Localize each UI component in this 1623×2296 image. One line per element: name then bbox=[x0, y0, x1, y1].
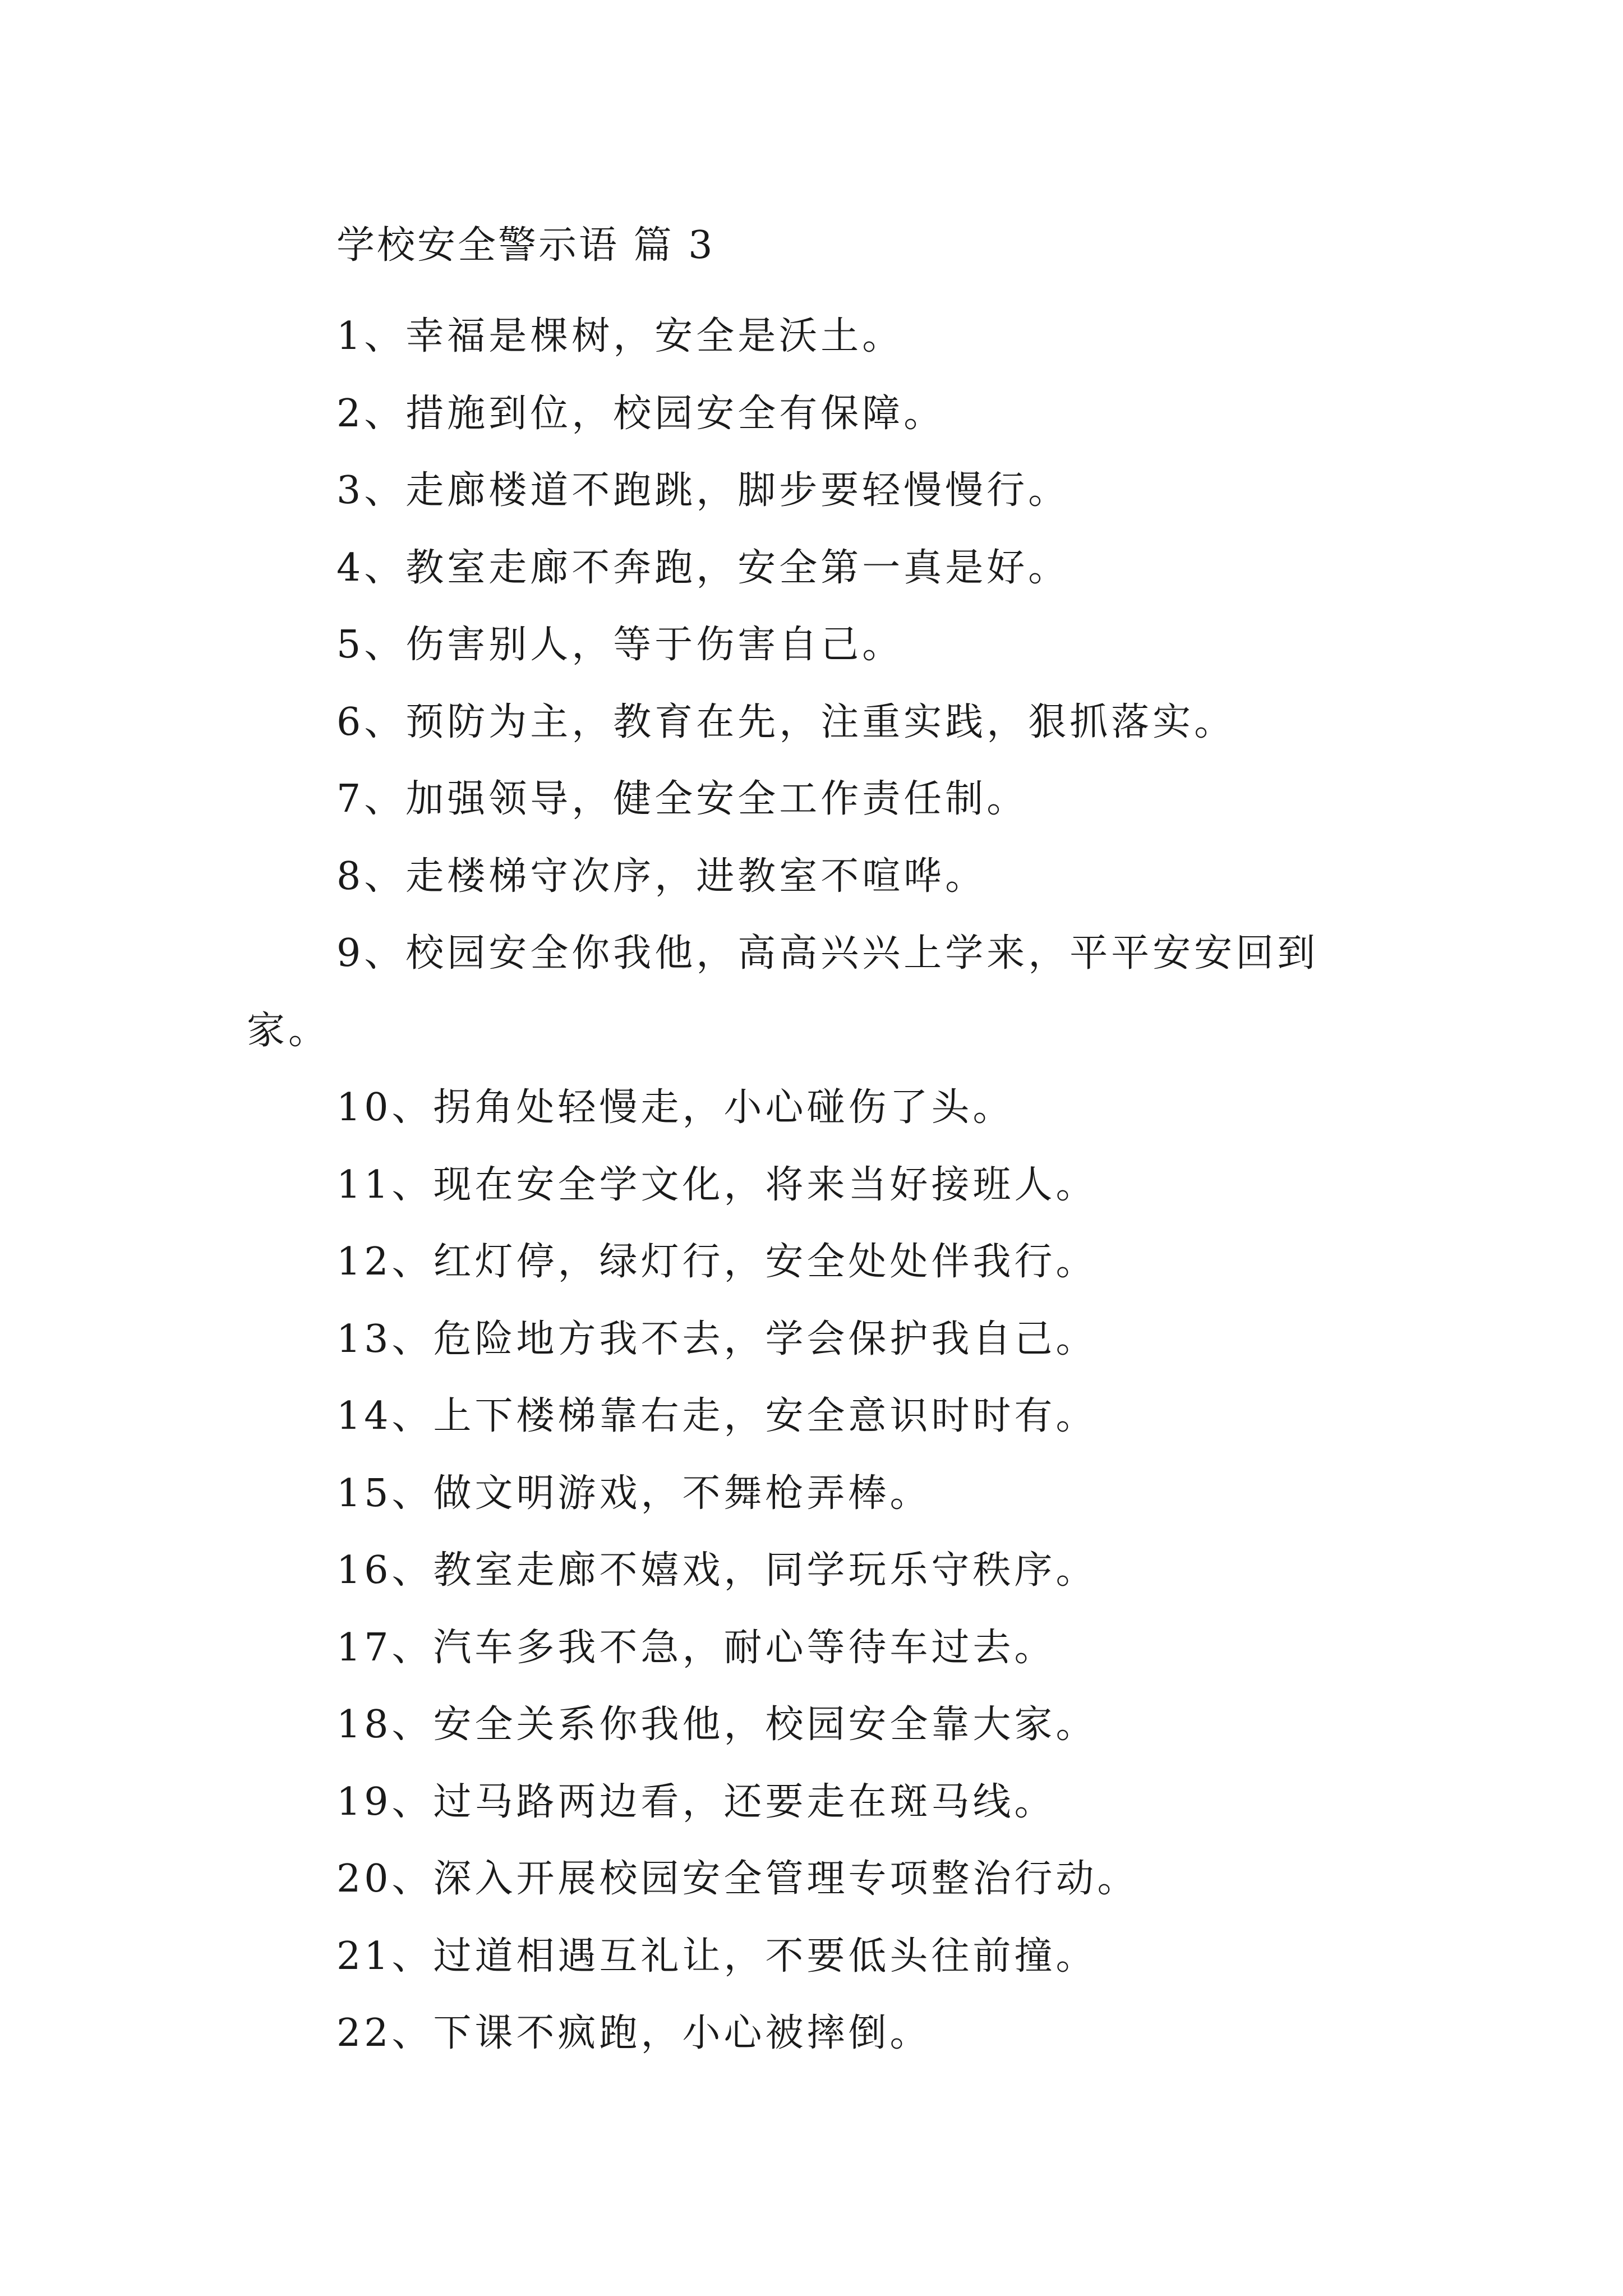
list-item: 21、过道相遇互礼让，不要低头往前撞。 bbox=[336, 1934, 1098, 1978]
list-item: 10、拐角处轻慢走，小心碰伤了头。 bbox=[336, 1085, 1015, 1130]
list-item: 12、红灯停，绿灯行，安全处处伴我行。 bbox=[336, 1240, 1098, 1284]
list-item: 6、预防为主，教育在先，注重实践，狠抓落实。 bbox=[336, 700, 1236, 744]
list-item: 7、加强领导，健全安全工作责任制。 bbox=[336, 777, 1029, 821]
list-item: 18、安全关系你我他，校园安全靠大家。 bbox=[336, 1703, 1098, 1747]
list-item: 16、教室走廊不嬉戏，同学玩乐守秩序。 bbox=[336, 1548, 1098, 1593]
list-item: 8、走楼梯守次序，进教室不喧哗。 bbox=[336, 854, 987, 899]
list-item: 13、危险地方我不去，学会保护我自己。 bbox=[336, 1317, 1098, 1361]
slogan-list bbox=[247, 298, 1391, 2072]
list-item: 17、汽车多我不急，耐心等待车过去。 bbox=[336, 1625, 1056, 1670]
list-item: 9、校园安全你我他，高高兴兴上学来，平平安安回到家。 bbox=[247, 931, 1319, 1053]
list-item: 4、教室走廊不奔跑，安全第一真是好。 bbox=[336, 545, 1070, 590]
list-item: 20、深入开展校园安全管理专项整治行动。 bbox=[336, 1857, 1139, 1901]
list-item: 14、上下楼梯靠右走，安全意识时时有。 bbox=[336, 1394, 1098, 1438]
list-item: 22、下课不疯跑，小心被摔倒。 bbox=[336, 2011, 932, 2055]
list-item: 2、措施到位，校园安全有保障。 bbox=[336, 391, 946, 436]
list-item: 3、走廊楼道不跑跳，脚步要轻慢慢行。 bbox=[336, 468, 1070, 513]
list-item: 19、过马路两边看，还要走在斑马线。 bbox=[336, 1779, 1056, 1824]
document-title: 学校安全警示语 篇 3 bbox=[336, 223, 715, 268]
list-item: 1、幸福是棵树，安全是沃土。 bbox=[336, 314, 904, 358]
list-item: 15、做文明游戏，不舞枪弄棒。 bbox=[336, 1471, 932, 1516]
list-item: 11、现在安全学文化，将来当好接班人。 bbox=[336, 1162, 1098, 1207]
list-item: 5、伤害别人，等于伤害自己。 bbox=[336, 623, 904, 667]
